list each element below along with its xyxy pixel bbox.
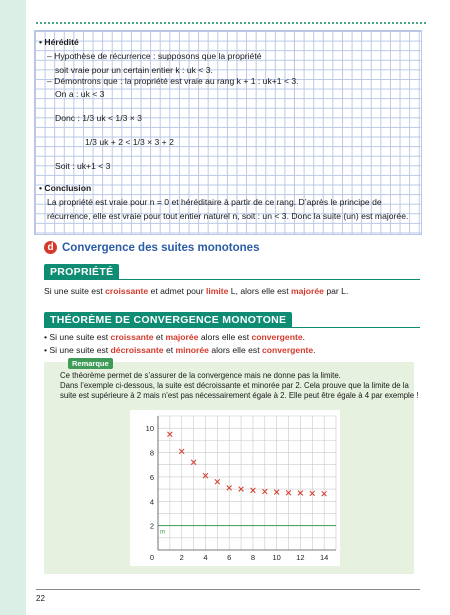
propriete-tag: PROPRIÉTÉ bbox=[44, 264, 119, 280]
heredite-row bbox=[39, 37, 79, 48]
text: par L. bbox=[323, 286, 349, 296]
origin-label: 0 bbox=[149, 553, 154, 562]
text: . bbox=[302, 332, 305, 342]
propriete-text bbox=[44, 286, 348, 296]
proof-grid-box bbox=[34, 30, 422, 235]
text: et bbox=[163, 345, 176, 355]
remarque-l2: Dans l’exemple ci-dessous, la suite est décroissante et minorée par 2. Cela prouve que la limite de la bbox=[60, 381, 409, 390]
text: alors elle est bbox=[208, 345, 262, 355]
text-highlight: minorée bbox=[175, 345, 209, 355]
section-letter: d bbox=[44, 241, 57, 254]
y-tick-label: 8 bbox=[149, 448, 154, 458]
conclusion-l1: La propriété est vraie pour n = 0 et héréditaire à partir de ce rang. D’après le principe de bbox=[47, 197, 382, 207]
heredite-title: Hérédité bbox=[44, 37, 79, 47]
heredite-l3: – Démontrons que : la propriété est vraie au rang k + 1 : uk+1 < 3. bbox=[47, 76, 299, 86]
heredite-l4: On a : uk < 3 bbox=[55, 89, 105, 99]
x-tick-label: 14 bbox=[319, 553, 329, 562]
text: . bbox=[313, 345, 316, 355]
conclusion-title: Conclusion bbox=[44, 183, 92, 193]
theoreme-tag: THÉORÈME DE CONVERGENCE MONOTONE bbox=[44, 312, 292, 328]
text-highlight: convergente bbox=[251, 332, 303, 342]
text: Si une suite est bbox=[44, 286, 106, 296]
section-heading bbox=[44, 241, 259, 254]
text-highlight: convergente bbox=[262, 345, 314, 355]
text-highlight: croissante bbox=[105, 286, 149, 296]
x-tick-label: 6 bbox=[227, 553, 232, 562]
bottom-rule bbox=[36, 589, 420, 590]
x-tick-label: 12 bbox=[296, 553, 305, 562]
page-number: 22 bbox=[36, 594, 45, 603]
conclusion-row bbox=[39, 183, 91, 194]
y-tick-label: 4 bbox=[149, 497, 154, 507]
x-tick-label: 8 bbox=[250, 553, 256, 562]
bullet: • bbox=[39, 37, 43, 47]
theoreme-line-2 bbox=[44, 345, 316, 355]
text: et admet pour bbox=[148, 286, 206, 296]
lower-bound-label: m bbox=[160, 527, 166, 536]
top-dotted-rule bbox=[36, 22, 426, 24]
heredite-l2: soit vraie pour un certain entier k : uk < 3. bbox=[55, 65, 213, 75]
text: • Si une suite est bbox=[44, 345, 111, 355]
text: alors elle est bbox=[198, 332, 252, 342]
text: • Si une suite est bbox=[44, 332, 111, 342]
heredite-l1: – Hypothèse de récurrence : supposons que la propriété bbox=[47, 51, 262, 61]
conclusion-l2: récurrence, elle est vraie pour tout entier naturel n, soit : un < 3. Donc la suite (un) est majorée. bbox=[47, 211, 409, 221]
y-tick-label: 2 bbox=[149, 521, 154, 531]
chart-svg bbox=[130, 410, 340, 566]
x-tick-label: 2 bbox=[179, 553, 184, 562]
bullet: • bbox=[39, 183, 43, 193]
propriete-rule bbox=[44, 279, 420, 280]
theoreme-line-1 bbox=[44, 332, 305, 342]
section-title: Convergence des suites monotones bbox=[62, 241, 260, 254]
text-highlight: décroissante bbox=[110, 345, 164, 355]
remarque-l1: Ce théorème permet de s’assurer de la convergence mais ne donne pas la limite. bbox=[60, 371, 341, 380]
y-tick-label: 6 bbox=[149, 472, 154, 482]
text-highlight: majorée bbox=[165, 332, 199, 342]
remarque-badge: Remarque bbox=[68, 358, 113, 369]
heredite-l7: Soit : uk+1 < 3 bbox=[55, 161, 111, 171]
theoreme-rule bbox=[44, 327, 420, 328]
heredite-l5: Donc : 1/3 uk < 1/3 × 3 bbox=[55, 113, 142, 123]
y-tick-label: 10 bbox=[145, 424, 154, 434]
text: L, alors elle est bbox=[228, 286, 291, 296]
sequence-chart bbox=[130, 410, 340, 566]
heredite-l6: 1/3 uk + 2 < 1/3 × 3 + 2 bbox=[85, 137, 174, 147]
x-tick-label: 10 bbox=[272, 553, 281, 562]
text: et bbox=[153, 332, 166, 342]
text-highlight: croissante bbox=[110, 332, 154, 342]
text-highlight: limite bbox=[205, 286, 229, 296]
text-highlight: majorée bbox=[291, 286, 324, 296]
page-sidebar bbox=[0, 0, 26, 615]
x-tick-label: 4 bbox=[203, 553, 208, 562]
remarque-l3: suite est supérieure à 2 mais n’est pas nécessairement égale à 2. Elle peut être égale à 4 par exemple ! bbox=[60, 391, 419, 400]
